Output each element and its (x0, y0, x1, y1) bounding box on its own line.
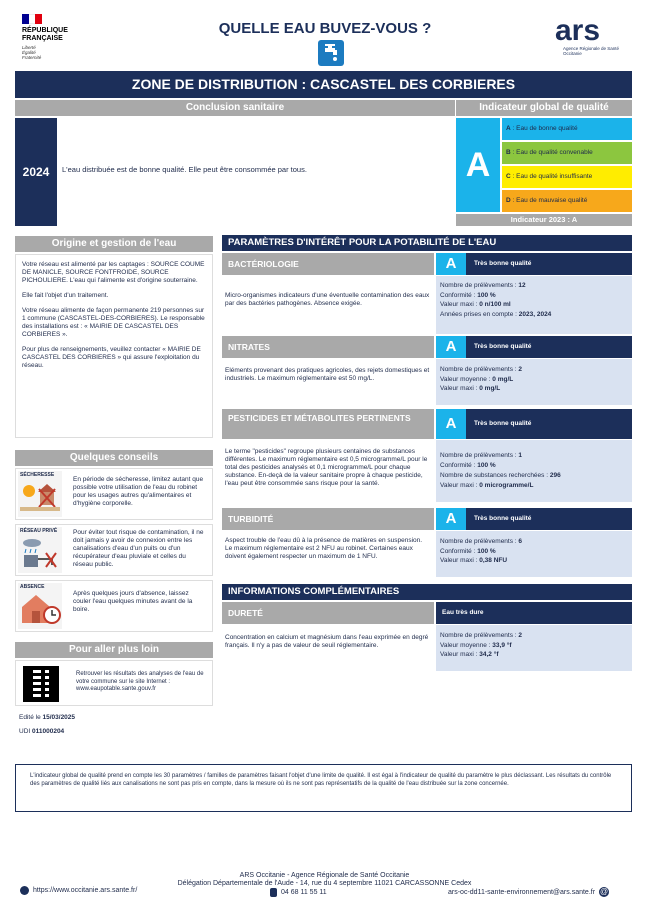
stat-row: Nombre de prélèvements : 12 (440, 282, 526, 289)
legend-item-b: B : Eau de qualité convenable (502, 142, 632, 164)
footer-phone[interactable]: 04 68 11 55 11 (270, 888, 327, 897)
drought-icon: SÉCHERESSE (18, 471, 62, 517)
further-box (15, 660, 213, 706)
origin-box (15, 254, 213, 438)
hardness-stats (436, 625, 632, 671)
advice-drought-text: En période de sécheresse, limitez autant que possible votre utilisation de l'eau du robinet pour les usages autres qu'alimentaires et d'hygiène corporelle. (73, 476, 204, 507)
pesticides-quality: Très bonne qualité (466, 409, 632, 439)
hardness-title: DURETÉ (222, 602, 434, 624)
stat-row: Valeur moyenne : 0 mg/L (440, 375, 514, 383)
at-icon: @ (599, 887, 609, 896)
edited-date: Edité le 15/03/2025 (19, 714, 76, 721)
stat-row: Conformité : 100 % (440, 291, 496, 299)
conclusion-year: 2024 (15, 118, 57, 226)
hardness-desc: Concentration en calcium et magnésium dans l'eau exprimée en degré français. Il n'y a pas de valeur de seuil réglementaire. (225, 634, 429, 649)
bacteriology-title: BACTÉRIOLOGIE (222, 253, 434, 275)
stat-row: Années prises en compte : 2023, 2024 (440, 310, 552, 318)
absence-icon: ABSENCE (18, 583, 62, 629)
legend-item-d: D : Eau de mauvaise qualité (502, 190, 632, 212)
footer-line2: Délégation Départementale de l'Aude - 14, rue du 4 septembre 11021 CARCASSONNE Cedex (177, 880, 472, 887)
faucet-icon (318, 40, 344, 66)
indicator-header: Indicateur global de qualité (456, 100, 632, 116)
republic-logo (22, 14, 82, 64)
bacteriology-quality: Très bonne qualité (466, 253, 632, 275)
advice-absence-text: Après quelques jours d'absence, laissez couler l'eau quelques minutes avant de la boire. (73, 590, 193, 613)
nitrates-quality: Très bonne qualité (466, 336, 632, 358)
stat-row: Valeur moyenne : 33,9 °f (440, 641, 512, 649)
methodology-note: L'indicateur global de qualité prend en compte les 30 paramètres / familles de paramètres faisant l'objet d'une limite de qualité. Il est égal à l'indicateur de qualité du paramètre le plus déclassant. Les résultats du contrôle des paramètres de qualité liés aux canalisations ne sont pas pris en compte, dans la mesure où ils ne sont pas représentatifs de la qualité de l'eau distribuée sur la zone concernée. (15, 764, 632, 812)
republic-motto: Liberté Égalité Fraternité (22, 45, 42, 60)
stat-row: Valeur maxi : 0,38 NFU (440, 557, 508, 564)
advice-drought (15, 468, 213, 520)
origin-p3: Votre réseau alimente de façon permanente 219 personnes sur 1 commune (CASCASTEL-DES-CORBIERES). Le responsable des installations est : « MAIRIE DE CASCASTEL DES CORBIERES ». (22, 307, 205, 338)
params-header: PARAMÈTRES D'INTÉRÊT POUR LA POTABILITÉ DE L'EAU (222, 235, 632, 251)
legend-item-a: A : Eau de bonne qualité (502, 118, 632, 140)
hardness-quality: Eau très dure (436, 602, 632, 624)
origin-header: Origine et gestion de l'eau (15, 236, 213, 252)
turbidity-quality: Très bonne qualité (466, 508, 632, 530)
advice-header: Quelques conseils (15, 450, 213, 466)
footer-line1: ARS Occitanie - Agence Régionale de Santé Occitanie (239, 872, 410, 879)
zone-title: ZONE DE DISTRIBUTION : CASCASTEL DES CORBIERES (15, 71, 632, 98)
ars-logo-text: ars (555, 14, 601, 47)
pesticides-grade: A (436, 409, 466, 439)
bacteriology-desc: Micro-organismes indicateurs d'une éventuelle contamination des eaux par des bactéries pathogènes. Absence exigée. (225, 292, 430, 307)
stat-row: Conformité : 100 % (440, 547, 496, 555)
stat-row: Valeur maxi : 0 microgramme/L (440, 482, 534, 489)
stat-row: Nombre de prélèvements : 2 (440, 632, 523, 639)
stat-row: Valeur maxi : 0 mg/L (440, 385, 501, 392)
ars-logo (555, 16, 635, 66)
page-title: QUELLE EAU BUVEZ-VOUS ? (218, 20, 432, 37)
stat-row: Nombre de prélèvements : 6 (440, 538, 523, 545)
ars-subtitle: Agence Régionale de Santé (563, 46, 620, 51)
pesticides-stats (436, 440, 632, 502)
global-grade-letter: A (465, 146, 491, 184)
further-text: Retrouver les résultats des analyses de l'eau de votre commune sur le site Internet : www.eaupotable.sante.gouv.fr (76, 671, 204, 692)
stat-row: Nombre de prélèvements : 1 (440, 452, 523, 459)
ars-region: Occitanie (563, 51, 582, 56)
turbidity-title: TURBIDITÉ (222, 508, 434, 530)
turbidity-desc: Aspect trouble de l'eau dû à la présence de matières en suspension. Le maximum réglementaire est 2 NFU au robinet. Certaines eaux doivent également respecter un maximum de 1 NFU. (225, 537, 423, 560)
flag-icon (22, 14, 42, 24)
origin-p2: Elle fait l'objet d'un traitement. (22, 292, 109, 299)
phone-icon (270, 888, 277, 897)
globe-icon (20, 886, 29, 895)
advice-private-network (15, 524, 213, 576)
advice-private-network-text: Pour éviter tout risque de contamination, il ne doit jamais y avoir de connexion entre les canalisations d'eau d'un puits ou d'un récupérateur d'eau pluviale et celles du réseau public. (73, 529, 204, 568)
stat-row: Nombre de prélèvements : 2 (440, 366, 523, 373)
turbidity-stats (436, 531, 632, 577)
origin-p4: Pour plus de renseignements, veuillez contacter « MAIRIE DE CASCASTEL DES CORBIERES » qui assure l'exploitation du réseau. (22, 346, 201, 369)
footer-email[interactable]: ars-oc-dd11-sante-environnement@ars.sante.fr @ (448, 887, 609, 896)
nitrates-title: NITRATES (222, 336, 434, 358)
stat-row: Nombre de substances recherchées : 296 (440, 472, 561, 479)
further-header: Pour aller plus loin (15, 642, 213, 658)
pesticides-desc: Le terme "pesticides" regroupe plusieurs centaines de substances différentes. Le maximum réglementaire est 0,5 microgramme/L pour le total des pesticides analysés et 0,1 microgramme/L pour chaque substance. En-deçà de la valeur sanitaire propre à chaque pesticide, l'eau peut être consommée sans risque pour la santé. (225, 448, 428, 487)
conclusion-text: L'eau distribuée est de bonne qualité. Elle peut être consommée par tous. (62, 165, 307, 174)
udi-code: UDI 011000204 (19, 728, 65, 735)
origin-p1: Votre réseau est alimenté par les captages : SOURCE COUME DE MANICLE, SOURCE FONTFROIDE, SOURCE PICHOULIERE. L'eau qui l'alimente est d'origine souterraine. (22, 261, 205, 284)
indicator-previous: Indicateur 2023 : A (456, 214, 632, 226)
bacteriology-grade: A (436, 253, 466, 275)
turbidity-grade: A (436, 508, 466, 530)
republic-name: RÉPUBLIQUE FRANÇAISE (22, 27, 68, 42)
stat-row: Valeur maxi : 34,2 °f (440, 651, 499, 658)
qr-code-icon[interactable] (23, 666, 59, 702)
indicator-legend (502, 118, 632, 212)
rain-barrel-icon: RÉSEAU PRIVÉ (18, 527, 62, 573)
global-grade (456, 118, 500, 212)
advice-absence (15, 580, 213, 632)
legend-item-c: C : Eau de qualité insuffisante (502, 166, 632, 188)
nitrates-desc: Eléments provenant des pratiques agricoles, des rejets domestiques et industriels. Le maximum réglementaire est 50 mg/L. (225, 367, 430, 382)
footer-website[interactable]: https://www.occitanie.ars.sante.fr/ (20, 886, 137, 895)
complementary-header: INFORMATIONS COMPLÉMENTAIRES (222, 584, 632, 600)
pesticides-title: PESTICIDES ET MÉTABOLITES PERTINENTS (222, 409, 434, 439)
stat-row: Valeur maxi : 0 n/100 ml (440, 301, 511, 308)
stat-row: Conformité : 100 % (440, 462, 496, 469)
nitrates-stats (436, 359, 632, 405)
nitrates-grade: A (436, 336, 466, 358)
bacteriology-stats (436, 276, 632, 334)
conclusion-header: Conclusion sanitaire (15, 100, 455, 116)
